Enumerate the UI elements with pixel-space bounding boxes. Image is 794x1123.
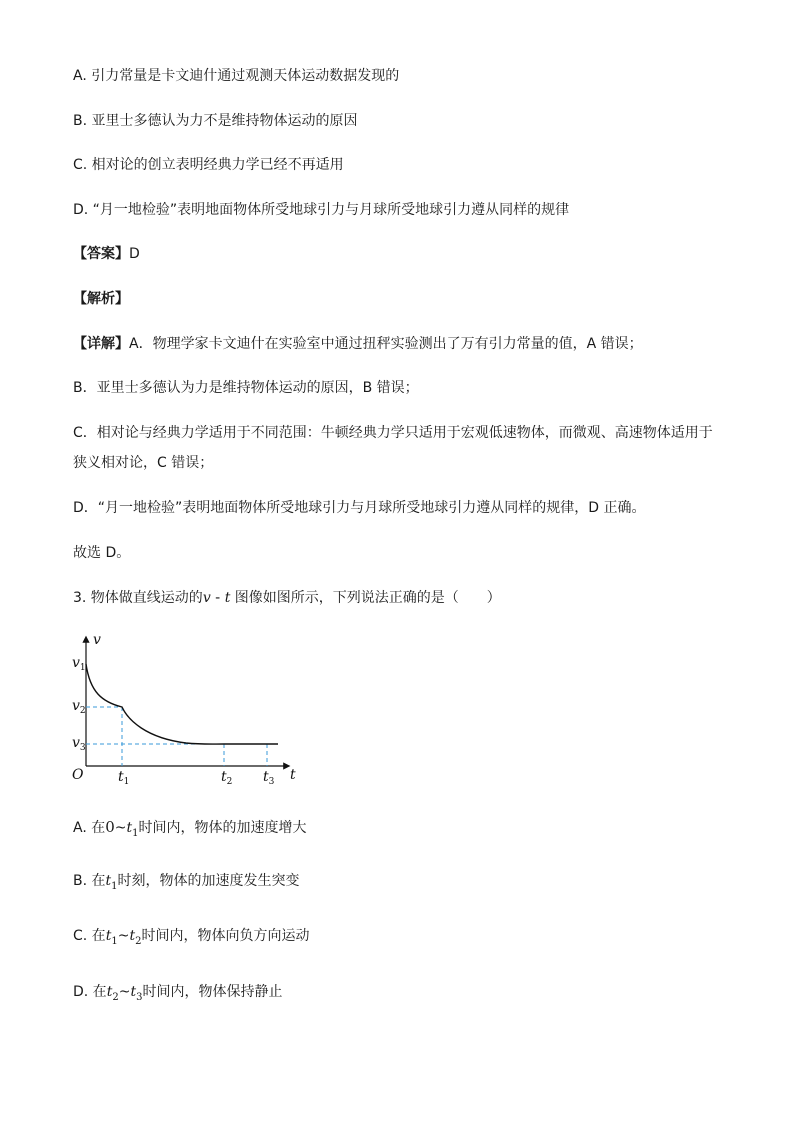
q3-stem-t: t [224, 590, 231, 606]
opt-b-pre: B. 在 [73, 873, 106, 889]
q2-option-b: B. 亚里士多德认为力不是维持物体运动的原因 [73, 113, 358, 129]
q2-option-a: A. 引力常量是卡文迪什通过观测天体运动数据发现的 [73, 68, 400, 84]
opt-a-t: t [126, 820, 133, 836]
opt-c-tilde: ~ [117, 928, 130, 944]
opt-d-t2: t [106, 984, 113, 1000]
opt-c-post: 时间内，物体向负方向运动 [141, 928, 310, 944]
opt-a-tilde: ~ [114, 820, 127, 836]
vt-graph [66, 630, 326, 790]
opt-b-post: 时刻，物体的加速度发生突变 [117, 873, 300, 889]
answer-label: 【答案】 [73, 246, 129, 262]
q3-stem-prefix: 3. 物体做直线运动的 [73, 590, 203, 606]
v1-label: $v_1$ [72, 655, 86, 673]
detail-a-text: A．物理学家卡文迪什在实验室中通过扭秤实验测出了万有引力常量的值，A 错误； [129, 336, 643, 352]
t2-label: $t_2$ [221, 769, 233, 787]
opt-d-tilde: ~ [118, 984, 131, 1000]
opt-d-post: 时间内，物体保持静止 [142, 984, 283, 1000]
opt-c-pre: C. 在 [73, 928, 106, 944]
origin-label: O [72, 767, 84, 783]
opt-d-pre: D. 在 [73, 984, 107, 1000]
q3-option-b [73, 871, 300, 897]
q2-option-c: C. 相对论的创立表明经典力学已经不再适用 [73, 157, 344, 173]
q2-detail-a [73, 334, 643, 354]
opt-d-t3: t [130, 984, 137, 1000]
opt-c-t2: t [129, 928, 136, 944]
opt-d-sub3: 3 [136, 991, 143, 1003]
opt-d-sub2: 2 [112, 991, 119, 1003]
q2-conclusion: 故选 D。 [73, 545, 131, 561]
opt-b-t: t [105, 873, 112, 889]
opt-c-t1: t [105, 928, 112, 944]
v2-label: $v_2$ [72, 698, 86, 716]
q2-detail-b: B．亚里士多德认为力是维持物体运动的原因，B 错误； [73, 380, 419, 396]
q2-answer [73, 244, 140, 264]
answer-value: D [129, 246, 140, 262]
q2-option-d: D. “月一地检验”表明地面物体所受地球引力与月球所受地球引力遵从同样的规律 [73, 202, 570, 218]
opt-a-pre: A. 在 [73, 820, 106, 836]
q3-stem-v: v [202, 590, 211, 606]
detail-label: 【详解】 [73, 336, 129, 352]
q3-option-d [73, 982, 282, 1008]
q3-stem [73, 588, 501, 608]
opt-a-post: 时间内，物体的加速度增大 [138, 820, 307, 836]
v3-label: $v_3$ [72, 735, 86, 753]
v-axis-label: v [93, 632, 101, 648]
t3-label: $t_3$ [263, 769, 275, 787]
q3-stem-suffix: 图像如图所示，下列说法正确的是（ ） [230, 590, 501, 606]
opt-c-sub1: 1 [111, 935, 118, 947]
opt-b-sub: 1 [111, 880, 118, 892]
opt-a-zero: 0 [105, 818, 115, 836]
q2-detail-d: D．“月一地检验”表明地面物体所受地球引力与月球所受地球引力遵从同样的规律，D 正确。 [73, 500, 646, 516]
q2-analysis-label [73, 289, 129, 309]
analysis-label: 【解析】 [73, 291, 129, 307]
q3-stem-dash: - [210, 590, 225, 606]
opt-a-sub: 1 [132, 827, 139, 839]
q3-option-c [73, 926, 309, 952]
t-axis-label: t [290, 767, 296, 783]
q3-option-a [73, 817, 307, 844]
t1-label: $t_1$ [118, 769, 130, 787]
q2-detail-c: C．相对论与经典力学适用于不同范围：牛顿经典力学只适用于宏观低速物体，而微观、高速物体适用于狭义相对论，C 错误； [73, 425, 713, 471]
opt-c-sub2: 2 [135, 935, 142, 947]
velocity-curve [86, 664, 278, 744]
